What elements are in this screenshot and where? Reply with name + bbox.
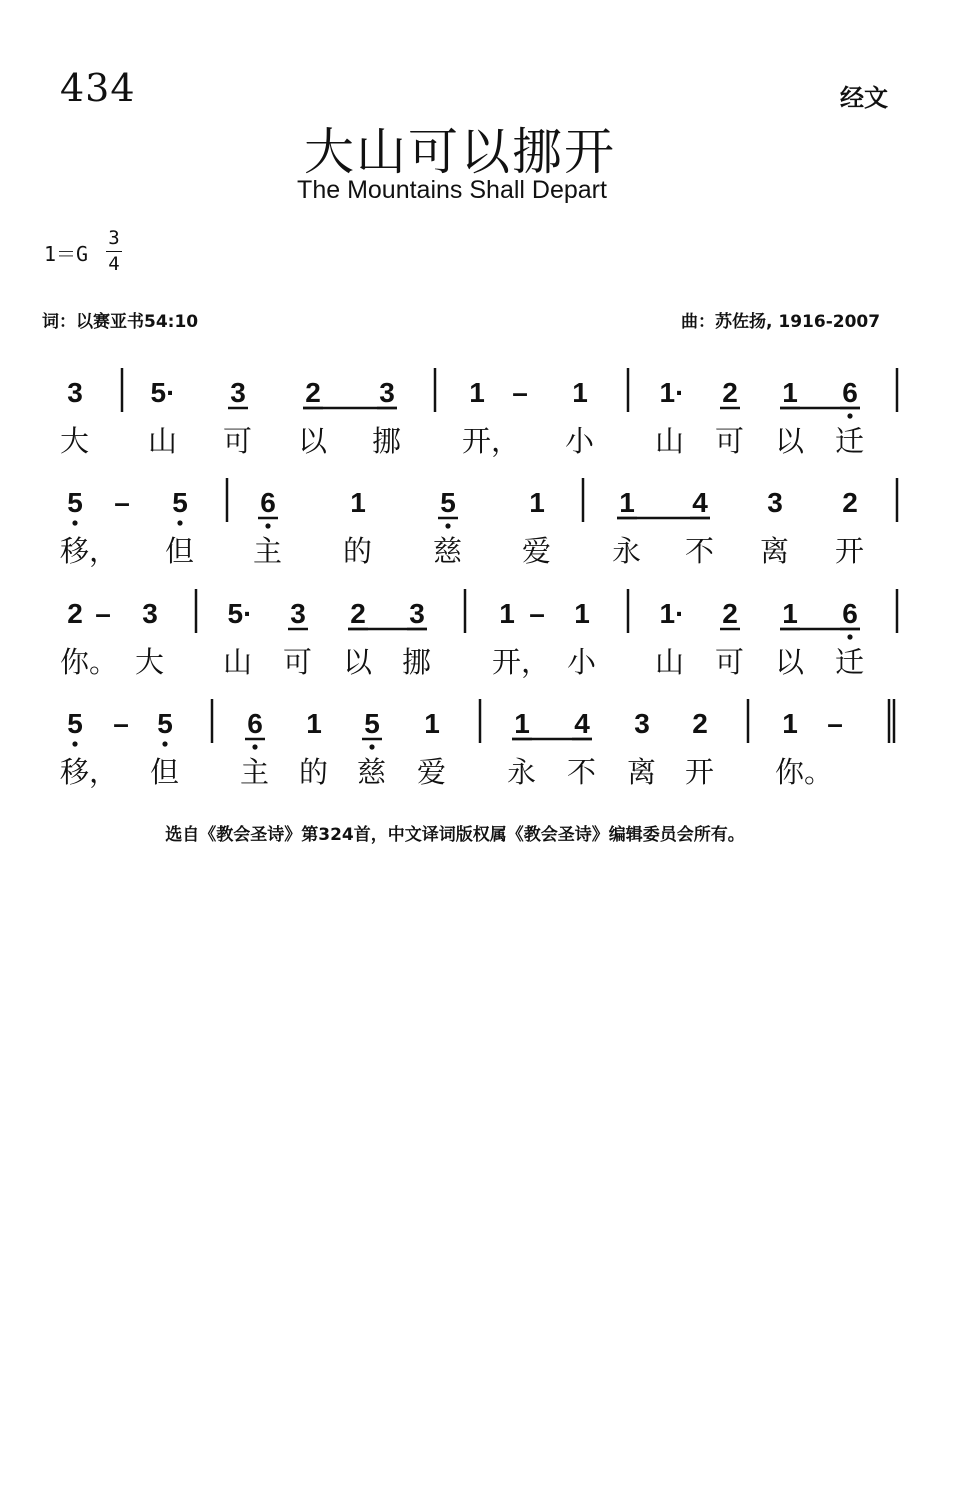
lyric-syllable: 移， — [60, 534, 119, 568]
note: – — [114, 487, 130, 518]
lyric-syllable: 迁 — [835, 645, 865, 679]
note: 1 — [782, 598, 798, 629]
lyric-syllable: 慈 — [357, 755, 387, 789]
note: 5 — [172, 487, 188, 518]
note: – — [512, 377, 528, 408]
note: 5 — [157, 708, 173, 739]
note: 3 — [230, 377, 246, 408]
lyric-syllable: 开， — [492, 645, 551, 679]
composer-credit: 曲：苏佐扬, 1916-2007 — [681, 312, 881, 332]
note: 1 — [424, 708, 440, 739]
lyric-syllable: 主 — [240, 755, 270, 789]
lyric-syllable: 永 — [507, 755, 537, 789]
note: 6 — [842, 598, 858, 629]
lyric-syllable: 小 — [565, 424, 595, 458]
note: – — [827, 708, 843, 739]
note: 2 — [722, 377, 738, 408]
lyric-syllable: 永 — [612, 534, 642, 568]
lyric-syllable: 大 — [135, 645, 165, 679]
time-signature-bottom: 4 — [108, 253, 120, 275]
lyric-syllable: 以 — [775, 645, 805, 679]
note: 4 — [574, 708, 590, 739]
note: 1 — [306, 708, 322, 739]
lyric-syllable: 离 — [627, 755, 657, 789]
lyric-syllable: 开， — [462, 424, 521, 458]
note: 1 — [782, 708, 798, 739]
note: 3 — [142, 598, 158, 629]
lyric-syllable: 可 — [715, 645, 745, 679]
note: 5 — [67, 487, 83, 518]
lyric-syllable: 以 — [775, 424, 805, 458]
hymn-number: 434 — [60, 66, 136, 110]
octave-dot-below — [72, 520, 77, 525]
octave-dot-below — [847, 634, 852, 639]
note: 1 — [514, 708, 530, 739]
note: 6 — [260, 487, 276, 518]
lyric-syllable: 可 — [223, 424, 253, 458]
octave-dot-below — [72, 741, 77, 746]
note: 1· — [659, 598, 685, 629]
lyric-syllable: 的 — [299, 755, 329, 789]
note: 2 — [67, 598, 83, 629]
title-chinese: 大山可以挪开 — [304, 123, 616, 181]
note: – — [113, 708, 129, 739]
note: 5 — [440, 487, 456, 518]
note: 1 — [350, 487, 366, 518]
lyric-syllable: 可 — [715, 424, 745, 458]
lyric-syllable: 爱 — [417, 755, 447, 789]
note: 1 — [572, 377, 588, 408]
octave-dot-below — [445, 523, 450, 528]
note: 2 — [305, 377, 321, 408]
octave-dot-below — [252, 744, 257, 749]
octave-dot-below — [369, 744, 374, 749]
lyric-syllable: 不 — [567, 755, 597, 789]
note: 5 — [364, 708, 380, 739]
note: 2 — [692, 708, 708, 739]
note: 2 — [350, 598, 366, 629]
lyric-syllable: 大 — [60, 424, 90, 458]
note: 6 — [842, 377, 858, 408]
title-english: The Mountains Shall Depart — [297, 176, 607, 204]
lyric-syllable: 你。 — [775, 755, 834, 789]
category-label: 经文 — [840, 84, 888, 112]
note: 1 — [782, 377, 798, 408]
note: 1· — [659, 377, 685, 408]
note: 5 — [67, 708, 83, 739]
note: 1 — [529, 487, 545, 518]
lyric-syllable: 但 — [150, 755, 180, 789]
lyric-syllable: 山 — [655, 645, 685, 679]
lyric-syllable: 山 — [223, 645, 253, 679]
lyric-syllable: 主 — [253, 534, 283, 568]
lyric-syllable: 可 — [283, 645, 313, 679]
note: 3 — [409, 598, 425, 629]
note: 3 — [67, 377, 83, 408]
note: 5· — [227, 598, 253, 629]
lyric-syllable: 爱 — [522, 534, 552, 568]
lyric-syllable: 山 — [655, 424, 685, 458]
note: – — [95, 598, 111, 629]
lyric-syllable: 但 — [165, 534, 195, 568]
octave-dot-below — [265, 523, 270, 528]
lyric-syllable: 迁 — [835, 424, 865, 458]
lyric-syllable: 山 — [148, 424, 178, 458]
lyric-syllable: 以 — [298, 424, 328, 458]
octave-dot-below — [177, 520, 182, 525]
lyric-syllable: 开 — [835, 534, 865, 568]
lyric-syllable: 挪 — [372, 424, 402, 458]
note: – — [529, 598, 545, 629]
lyric-syllable: 以 — [343, 645, 373, 679]
note: 1 — [574, 598, 590, 629]
lyricist-credit: 词：以赛亚书54:10 — [42, 312, 199, 332]
lyric-syllable: 移， — [60, 755, 119, 789]
octave-dot-below — [162, 741, 167, 746]
lyric-syllable: 挪 — [402, 645, 432, 679]
note: 1 — [499, 598, 515, 629]
note: 4 — [692, 487, 708, 518]
note: 3 — [634, 708, 650, 739]
key-signature: 1＝G — [44, 242, 89, 266]
note: 1 — [469, 377, 485, 408]
note: 2 — [722, 598, 738, 629]
note: 3 — [290, 598, 306, 629]
note: 6 — [247, 708, 263, 739]
lyric-syllable: 的 — [343, 534, 373, 568]
note: 2 — [842, 487, 858, 518]
lyric-syllable: 慈 — [433, 534, 463, 568]
lyric-syllable: 离 — [760, 534, 790, 568]
lyric-syllable: 小 — [567, 645, 597, 679]
lyric-syllable: 你。 — [60, 645, 119, 679]
note: 3 — [379, 377, 395, 408]
note: 3 — [767, 487, 783, 518]
octave-dot-below — [847, 413, 852, 418]
lyric-syllable: 不 — [685, 534, 715, 568]
copyright-footer: 选自《教会圣诗》第324首，中文译词版权属《教会圣诗》编辑委员会所有。 — [165, 825, 745, 845]
note: 1 — [619, 487, 635, 518]
time-signature-top: 3 — [108, 227, 120, 249]
lyric-syllable: 开 — [685, 755, 715, 789]
note: 5· — [150, 377, 176, 408]
